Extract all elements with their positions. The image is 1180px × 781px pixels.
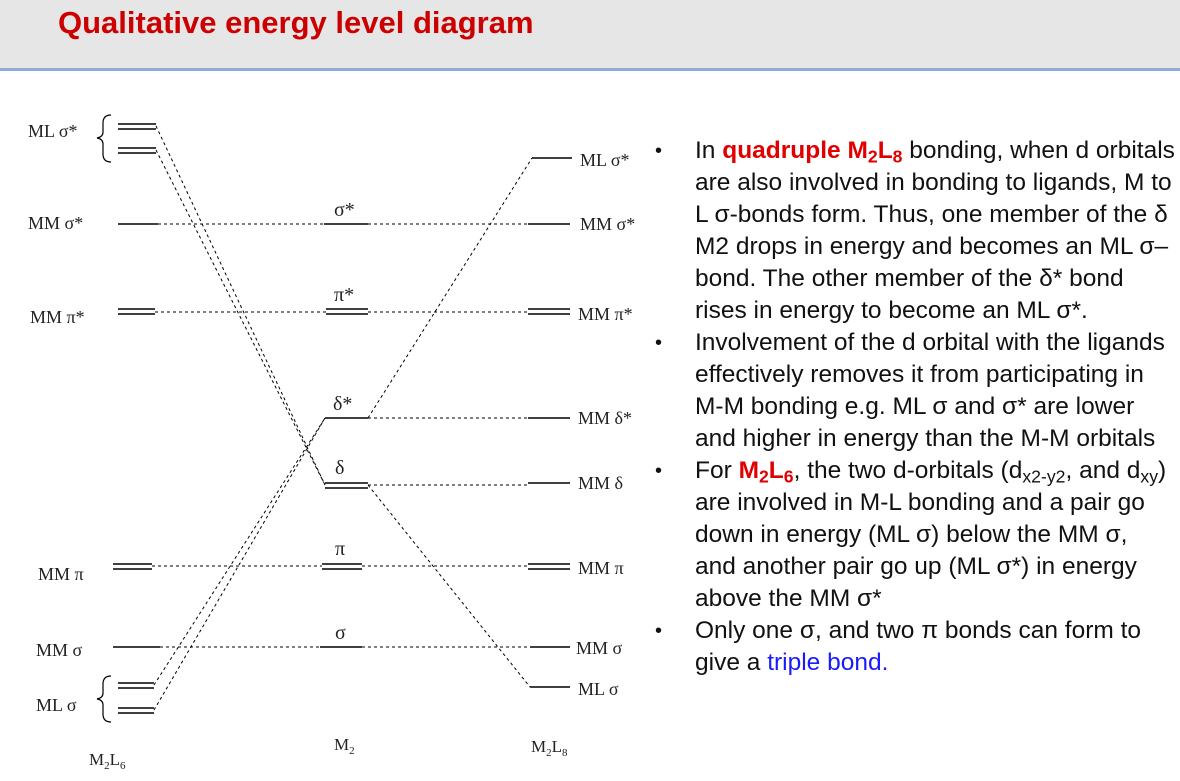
right-label-ml-sigma-star: ML σ* (580, 150, 630, 170)
right-label-ml-sigma: ML σ (578, 679, 619, 699)
right-label-mm-pi-star: MM π* (578, 304, 633, 324)
left-labels (28, 121, 85, 715)
left-label-mm-sigma-star: MM σ* (28, 213, 84, 233)
right-label-mm-sigma: MM σ (576, 638, 623, 658)
bottom-label-m2l8: $M_2L_8$ (531, 737, 568, 759)
correlation-line (156, 150, 325, 485)
center-label-sigma-star: σ* (334, 199, 355, 221)
bullet-dot: • (655, 620, 663, 642)
bullet-m2l6: • For $M_2L_6$, the two d-orbitals ($d_{x2-y2}$, and $d_{xy}$) are involved in M-L bonding and a pair go down in energy (ML σ) below the MM σ, and another pair go up (ML σ*) in energy above the MM σ* (655, 457, 1167, 612)
left-label-ml-sigma: ML σ (36, 695, 77, 715)
right-label-mm-sigma-star: MM σ* (580, 214, 636, 234)
left-label-ml-sigma-star: ML σ* (28, 121, 78, 141)
correlation-line (154, 418, 325, 685)
center-label-sigma: σ (335, 622, 346, 644)
left-label-mm-pi-star: MM π* (30, 307, 85, 327)
bullet-dot: • (655, 140, 663, 162)
correlation-line (368, 485, 530, 687)
slide-title: Qualitative energy level diagram (58, 5, 534, 40)
bullet-quadruple-bonding: • In quadruple $M_2L_8$ bonding, when d orbitals are also involved in bonding to ligands, M to L σ-bonds form. Thus, one member of the δ M2 drops in energy and becomes an ML σ–bond. The other member of the δ* bond rises in energy to become an ML σ*. (655, 137, 1175, 324)
energy-level-diagram (0, 72, 650, 781)
right-label-mm-pi: MM π (578, 558, 624, 578)
bullet-dot: • (655, 460, 663, 482)
correlation-line (156, 126, 325, 485)
explanation-list (655, 135, 1175, 679)
bullet-triple-bond: • Only one σ, and two π bonds can form to give a triple bond. (655, 617, 1142, 676)
right-labels (576, 150, 635, 699)
center-label-delta-star: δ* (333, 393, 353, 415)
left-label-mm-sigma: MM σ (36, 640, 83, 660)
left-brace-top (97, 115, 111, 162)
header-rule (0, 68, 1180, 71)
right-label-mm-delta: MM δ (578, 473, 623, 493)
bottom-labels (89, 735, 568, 772)
left-label-mm-pi: MM π (38, 564, 84, 584)
braces (97, 115, 111, 722)
right-label-mm-delta-star: MM δ* (578, 408, 632, 428)
quadruple-m2l8-highlight: quadruple $M_2L_8$ (722, 137, 903, 167)
center-label-delta: δ (335, 457, 345, 479)
correlation-line (368, 158, 532, 418)
center-labels (333, 199, 355, 644)
m2l6-highlight: $M_2L_6$ (738, 457, 794, 487)
left-brace-bottom (97, 676, 111, 722)
bullet-dot: • (655, 332, 663, 354)
center-label-pi-star: π* (334, 284, 355, 306)
bottom-label-m2: $M_2$ (334, 735, 355, 757)
correlation-line (154, 418, 325, 710)
center-label-pi: π (335, 538, 346, 560)
bullet-d-orbital-involvement: • Involvement of the d orbital with the ligands effectively removes it from participating in M-M bonding e.g. ML σ and σ* are lower and higher in energy than the M-M orbitals (655, 329, 1165, 452)
triple-bond-text: triple bond. (767, 649, 889, 676)
bottom-label-m2l6: $M_2L_6$ (89, 750, 126, 772)
